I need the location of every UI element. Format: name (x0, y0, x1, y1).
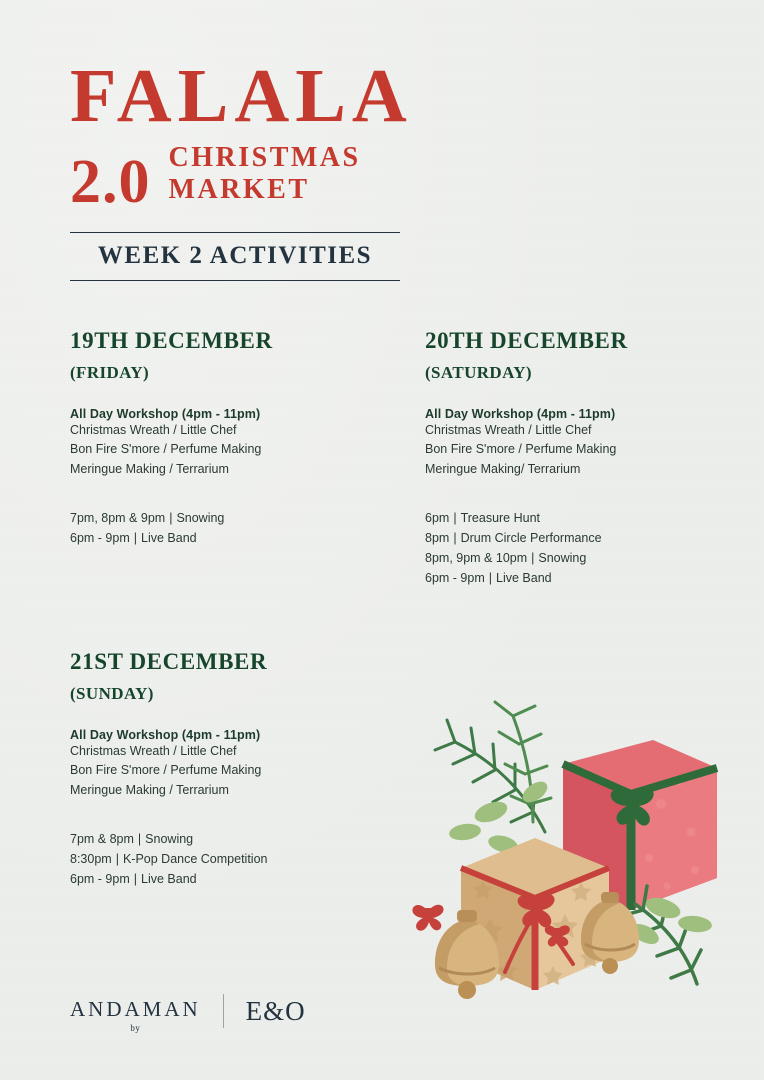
logo-divider (223, 994, 224, 1028)
week-title: WEEK 2 ACTIVITIES (97, 242, 373, 269)
session-activity: Treasure Hunt (460, 511, 541, 526)
session-item (70, 509, 390, 529)
session-time: 6pm - 9pm (70, 871, 130, 886)
brand-subtitle-line2: MARKET (168, 174, 310, 206)
day-column-saturday (425, 327, 745, 588)
session-activity: Snowing (538, 550, 587, 565)
day-date: 20TH DECEMBER (425, 328, 628, 353)
session-item (70, 529, 390, 549)
session-separator: | (488, 570, 492, 585)
andaman-logo (70, 996, 201, 1033)
session-activity: Live Band (141, 871, 197, 886)
session-time: 8pm (425, 531, 450, 545)
brand-version: 2.0 (70, 147, 151, 216)
session-separator: | (115, 852, 119, 866)
workshop-item: Christmas Wreath / Little Chef (70, 743, 237, 758)
workshop-heading: All Day Workshop (4pm - 11pm) (70, 406, 261, 421)
brand-subtitle-line1: CHRISTMAS (168, 142, 361, 174)
workshop-item: Christmas Wreath / Little Chef (70, 422, 237, 437)
brand-header (70, 54, 510, 216)
session-time: 6pm - 9pm (70, 531, 130, 545)
andaman-logo-sub: by (130, 1022, 141, 1033)
brand-subtitle-row (70, 142, 510, 216)
session-list (425, 509, 745, 588)
footer-logos (70, 994, 306, 1033)
day-date: 19TH DECEMBER (70, 328, 273, 353)
christmas-gifts-and-bells-icon (395, 672, 745, 1012)
session-item (425, 569, 745, 589)
workshop-item: Bon Fire S'more / Perfume Making (70, 442, 262, 457)
session-separator: | (169, 511, 173, 526)
day-name: (FRIDAY) (70, 362, 150, 382)
session-item (70, 870, 390, 890)
session-item (425, 509, 745, 529)
session-activity: Drum Circle Performance (460, 531, 602, 545)
session-item (425, 529, 745, 549)
session-separator: | (453, 531, 457, 545)
session-activity: K-Pop Dance Competition (122, 852, 268, 866)
session-separator: | (453, 511, 457, 526)
session-time: 7pm, 8pm & 9pm (70, 511, 166, 526)
brand-subtitle (169, 142, 361, 210)
session-separator: | (531, 550, 535, 565)
session-activity: Live Band (141, 531, 197, 545)
session-time: 6pm (425, 511, 450, 526)
workshop-item: Meringue Making / Terrarium (70, 461, 229, 476)
session-item (425, 549, 745, 569)
session-time: 6pm - 9pm (425, 570, 485, 585)
page-title: FALALA (70, 54, 413, 138)
day-column-friday (70, 327, 390, 549)
session-activity: Snowing (176, 511, 225, 526)
day-column-sunday (70, 648, 390, 890)
week-banner (70, 232, 400, 281)
session-list (70, 830, 390, 889)
session-list (70, 509, 390, 549)
session-time: 7pm & 8pm (70, 832, 134, 847)
workshop-heading: All Day Workshop (4pm - 11pm) (70, 727, 261, 742)
session-time: 8:30pm (70, 852, 112, 866)
andaman-logo-text: ANDAMAN (70, 996, 201, 1021)
workshop-heading: All Day Workshop (4pm - 11pm) (425, 406, 616, 421)
session-item (70, 850, 390, 870)
session-activity: Snowing (145, 832, 194, 847)
workshop-item: Meringue Making/ Terrarium (425, 461, 581, 476)
workshop-item: Christmas Wreath / Little Chef (425, 422, 592, 437)
workshop-item: Bon Fire S'more / Perfume Making (70, 763, 262, 778)
day-name: (SUNDAY) (70, 683, 154, 703)
workshop-item: Bon Fire S'more / Perfume Making (425, 442, 617, 457)
session-separator: | (133, 531, 137, 545)
session-activity: Live Band (496, 570, 552, 585)
workshop-item: Meringue Making / Terrarium (70, 782, 229, 797)
session-time: 8pm, 9pm & 10pm (425, 550, 528, 565)
eo-logo: E&O (245, 995, 306, 1026)
session-separator: | (133, 871, 137, 886)
session-item (70, 830, 390, 850)
session-separator: | (137, 832, 142, 847)
day-date: 21ST DECEMBER (70, 649, 268, 674)
day-name: (SATURDAY) (425, 362, 532, 382)
